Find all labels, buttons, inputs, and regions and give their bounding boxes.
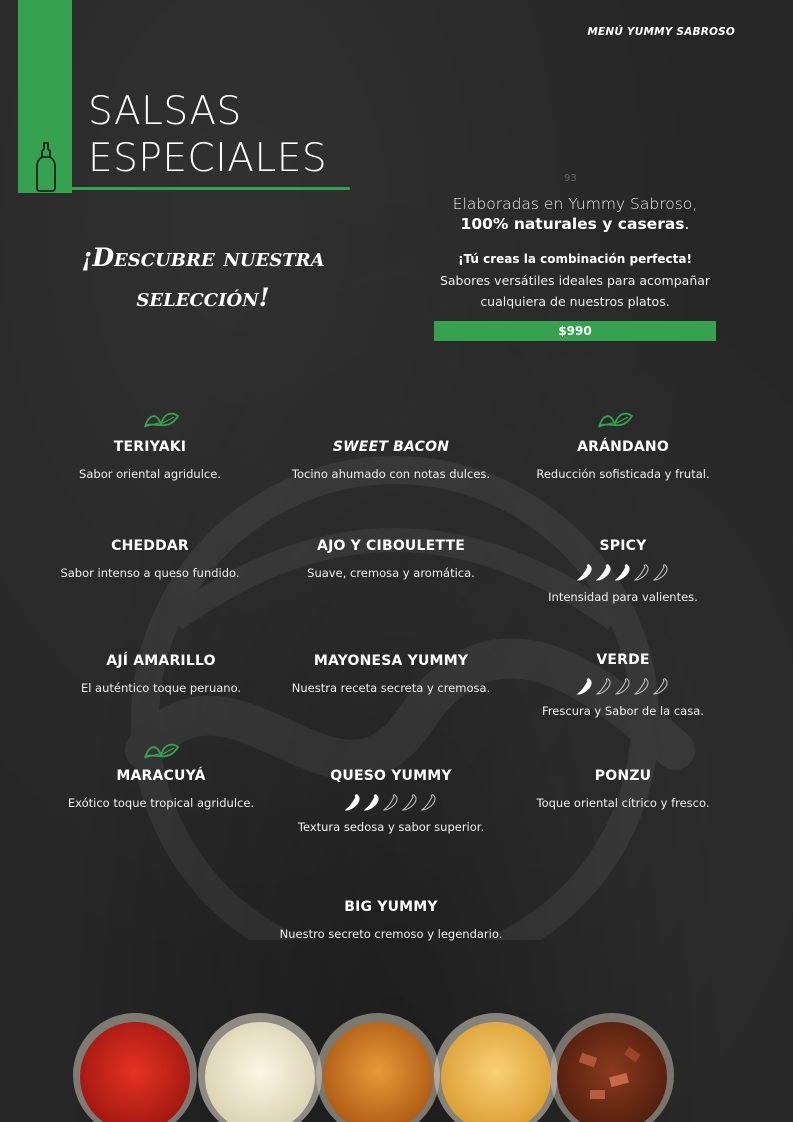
chili-pepper-icon-filled	[345, 794, 361, 812]
spice-rating	[271, 794, 511, 812]
sauce-bowls-image	[60, 1005, 710, 1122]
sauce-bottle-icon	[35, 142, 57, 192]
sauce-name: MAYONESA YUMMY	[313, 653, 469, 669]
sauce-item-aji-amarillo	[41, 652, 281, 696]
title-underline	[72, 187, 350, 190]
sauce-item-ajo-ciboulette	[271, 537, 511, 581]
page-title-line2: ESPECIALES	[88, 136, 328, 181]
menu-header-label: MENÚ YUMMY SABROSO	[587, 26, 735, 38]
sauce-desc: Sabor oriental agridulce.	[79, 467, 221, 481]
sauce-desc: Sabor intenso a queso fundido.	[60, 566, 240, 580]
sauce-desc: Frescura y Sabor de la casa.	[542, 704, 704, 718]
sauce-item-maracuya	[41, 767, 281, 811]
sauce-desc: Textura sedosa y sabor superior.	[297, 820, 485, 834]
sauce-item-big-yummy	[241, 898, 541, 942]
sauce-name: ARÁNDANO	[577, 439, 669, 455]
spice-rating	[503, 678, 743, 696]
sauce-name: AJÍ AMARILLO	[106, 653, 216, 669]
chili-pepper-icon-empty	[634, 564, 650, 582]
chili-pepper-icon-filled	[615, 564, 631, 582]
tagline-line2: selección!	[136, 283, 270, 312]
sauce-name: VERDE	[596, 652, 650, 668]
sauce-item-verde	[503, 651, 743, 719]
intro-desc-line2: cualquiera de nuestros platos.	[480, 294, 670, 309]
chili-pepper-icon-empty	[402, 794, 418, 812]
intro-highlight: 100% naturales y caseras	[460, 215, 685, 233]
sauce-item-sweet-bacon	[271, 438, 511, 482]
sauce-item-arandano	[503, 438, 743, 482]
sauce-name: TERIYAKI	[113, 439, 187, 455]
page-title	[88, 88, 327, 182]
page-title-line1: SALSAS	[88, 89, 242, 134]
sauce-name: SWEET BACON	[332, 439, 450, 455]
leaf-icon	[597, 408, 633, 430]
sauce-name: AJO Y CIBOULETTE	[317, 538, 465, 554]
intro-desc-line1: Sabores versátiles ideales para acompañar	[439, 273, 711, 288]
chili-pepper-icon-empty	[653, 678, 669, 696]
chili-pepper-icon-empty	[383, 794, 399, 812]
sauce-name: CHEDDAR	[111, 538, 189, 554]
sauce-desc: Tocino ahumado con notas dulces.	[291, 467, 491, 481]
chili-pepper-icon-filled	[577, 564, 593, 582]
sauce-name: MARACUYÁ	[116, 768, 206, 784]
intro-line2-end: .	[684, 215, 690, 233]
chili-pepper-icon-filled	[577, 678, 593, 696]
tagline	[48, 238, 358, 318]
sauce-name: SPICY	[599, 538, 647, 554]
price-badge: $990	[434, 321, 716, 341]
intro-line2	[420, 214, 730, 234]
chili-pepper-icon-empty	[421, 794, 437, 812]
chili-pepper-icon-filled	[364, 794, 380, 812]
chili-pepper-icon-empty	[653, 564, 669, 582]
sauce-desc: Exótico toque tropical agridulce.	[67, 796, 255, 810]
sauce-desc: Nuestra receta secreta y cremosa.	[291, 681, 491, 695]
sauce-name: PONZU	[594, 768, 652, 784]
sauce-desc: Toque oriental cítrico y fresco.	[536, 796, 710, 810]
chili-pepper-icon-empty	[634, 678, 650, 696]
sauce-item-spicy	[503, 537, 743, 605]
leaf-icon	[143, 739, 179, 761]
page-number: 93	[564, 173, 577, 184]
sauce-name: QUESO YUMMY	[330, 768, 452, 784]
intro-block	[420, 194, 730, 312]
spice-rating	[503, 564, 743, 582]
intro-combo: ¡Tú creas la combinación perfecta!	[458, 252, 692, 266]
leaf-icon	[143, 408, 179, 430]
sauce-name: BIG YUMMY	[344, 899, 438, 915]
sauce-desc: Nuestro secreto cremoso y legendario.	[279, 927, 503, 941]
intro-line1: Elaboradas en Yummy Sabroso,	[452, 195, 698, 213]
chili-pepper-icon-empty	[596, 678, 612, 696]
sauce-item-ponzu	[503, 767, 743, 811]
sauce-desc: Reducción sofisticada y frutal.	[536, 467, 710, 481]
sauce-item-cheddar	[30, 537, 270, 581]
sauce-desc: Intensidad para valientes.	[548, 590, 698, 604]
sauce-item-mayonesa-yummy	[271, 652, 511, 696]
sauce-desc: El auténtico toque peruano.	[80, 681, 242, 695]
sauce-item-queso-yummy	[271, 767, 511, 835]
tagline-line1: ¡Descubre nuestra	[81, 243, 325, 272]
sauce-desc: Suave, cremosa y aromática.	[307, 566, 475, 580]
sauce-item-teriyaki	[30, 438, 270, 482]
chili-pepper-icon-empty	[615, 678, 631, 696]
chili-pepper-icon-filled	[596, 564, 612, 582]
